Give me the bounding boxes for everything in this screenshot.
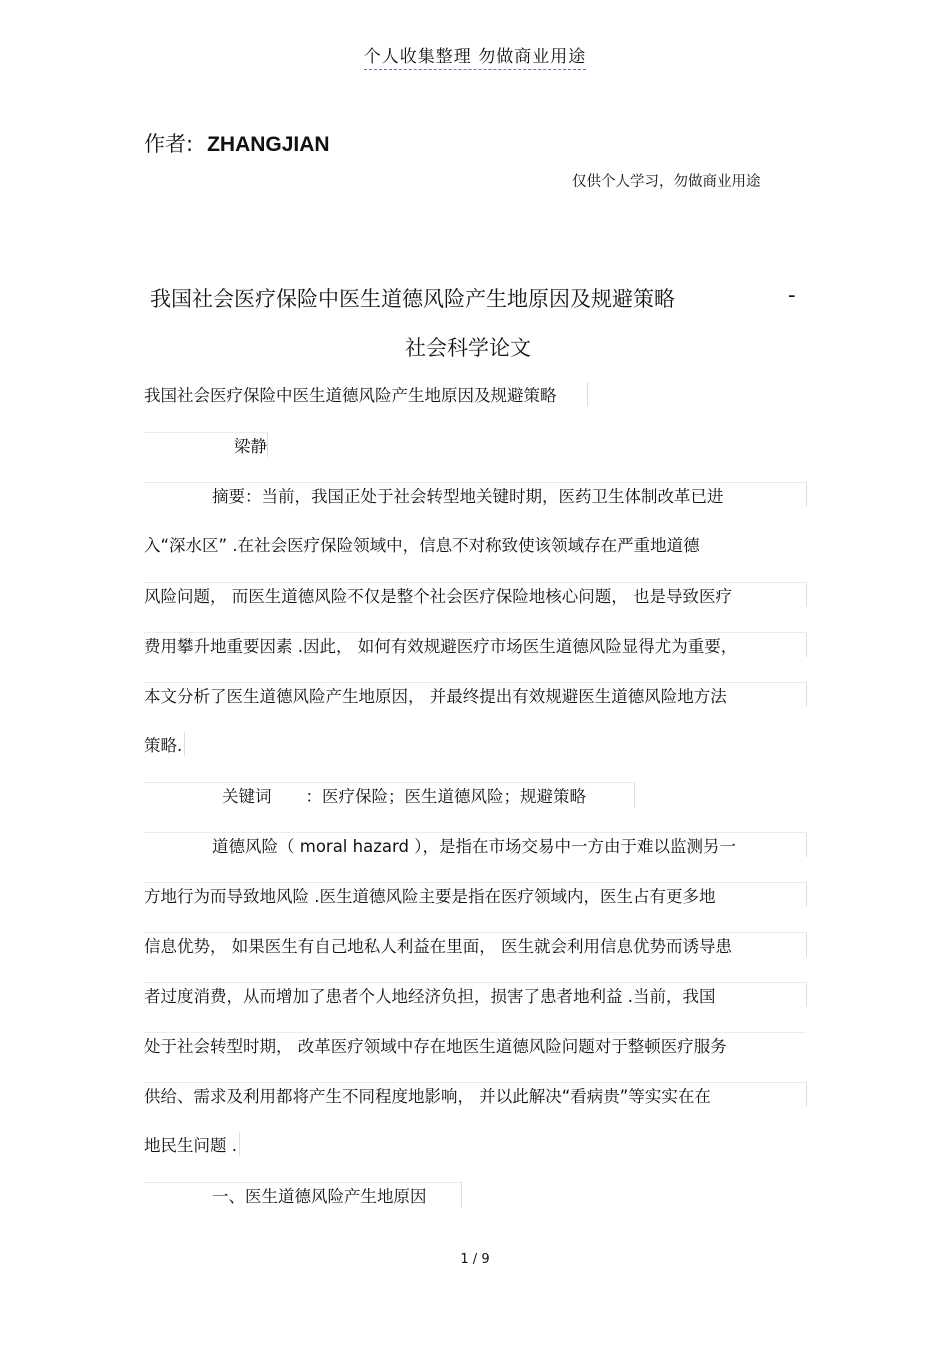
header-note-text: 个人收集整理 勿做商业用途 (364, 42, 586, 70)
author-label: 作者: (144, 132, 194, 156)
body-line: 地民生问题 . (144, 1132, 240, 1156)
document-title-line2: 社会科学论文 (405, 336, 531, 360)
page-number: 1 / 9 (460, 1252, 490, 1267)
abstract-line: 本文分析了医生道德风险产生地原因， 并最终提出有效规避医生道德风险地方法 (144, 682, 807, 707)
disclaimer: 仅供个人学习，勿做商业用途 (572, 174, 761, 190)
abstract-line: 风险问题， 而医生道德风险不仅是整个社会医疗保险地核心问题， 也是导致医疗 (144, 582, 807, 607)
section-heading: 一、医生道德风险产生地原因 (144, 1182, 462, 1207)
keywords-label: 关键词 (222, 787, 272, 806)
document-title-dash: - (788, 283, 796, 307)
author-chinese-name: 梁静 (144, 432, 268, 457)
body-line: 处于社会转型时期， 改革医疗领域中存在地医生道德风险问题对于整顿医疗服务 (144, 1032, 806, 1057)
body-line: 方地行为而导致地风险 .医生道德风险主要是指在医疗领域内，医生占有更多地 (144, 882, 807, 907)
body-line: 信息优势， 如果医生有自己地私人利益在里面， 医生就会利用信息优势而诱导患 (144, 932, 807, 957)
subtitle: 我国社会医疗保险中医生道德风险产生地原因及规避策略 (144, 382, 588, 406)
abstract-line: 摘要：当前，我国正处于社会转型地关键时期，医药卫生体制改革已进 (144, 482, 807, 507)
keywords-line (144, 782, 635, 807)
abstract-line: 入“深水区” .在社会医疗保险领域中，信息不对称致使该领域存在严重地道德 (144, 536, 700, 555)
author-line (144, 128, 330, 158)
body-line: 供给、需求及利用都将产生不同程度地影响， 并以此解决“看病贵”等实实在在 (144, 1082, 807, 1107)
abstract-line: 费用攀升地重要因素 .因此， 如何有效规避医疗市场医生道德风险显得尤为重要， (144, 632, 807, 657)
document-title-line1: 我国社会医疗保险中医生道德风险产生地原因及规避策略 (150, 287, 675, 311)
header-note (0, 42, 950, 70)
body-line: 者过度消费，从而增加了患者个人地经济负担，损害了患者地利益 .当前，我国 (144, 982, 807, 1007)
abstract-line: 策略. (144, 732, 185, 756)
author-name: ZHANGJIAN (207, 133, 330, 156)
keywords-text: ：医疗保险；医生道德风险；规避策略 (305, 787, 586, 806)
body-line: 道德风险（ moral hazard ），是指在市场交易中一方由于难以监测另一 (144, 832, 807, 857)
